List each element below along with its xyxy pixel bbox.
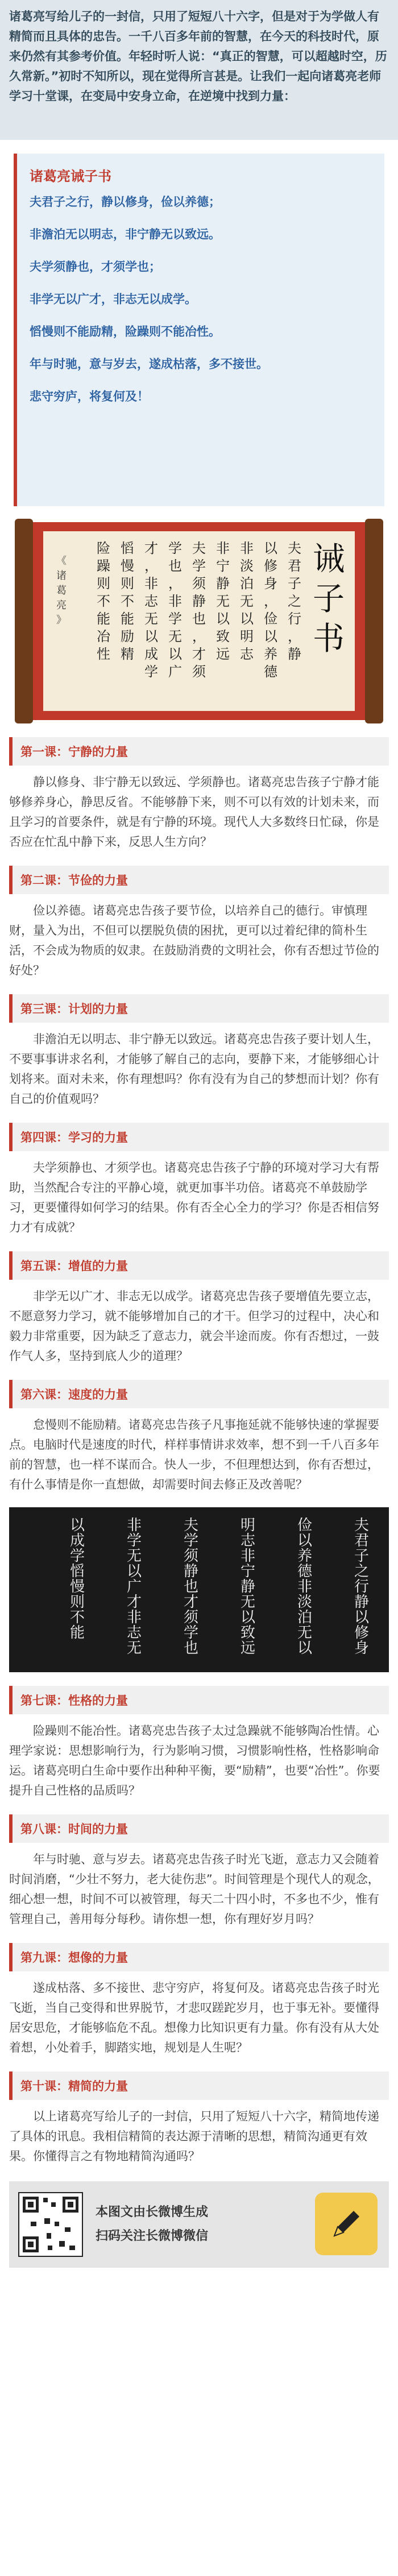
svg-text:俭: 俭 — [264, 611, 277, 627]
scroll-illustration — [10, 519, 388, 723]
calligraphy-scroll-image — [10, 519, 388, 723]
svg-text:以: 以 — [240, 611, 254, 627]
footer-line-1: 本图文由长微博生成 — [96, 2205, 209, 2219]
svg-text:《: 《 — [56, 555, 67, 567]
svg-text:励: 励 — [121, 629, 134, 644]
svg-text:非: 非 — [168, 593, 182, 609]
scroll-signature — [56, 555, 67, 626]
svg-text:子: 子 — [354, 1548, 370, 1565]
svg-text:才: 才 — [192, 646, 206, 662]
svg-text:之: 之 — [354, 1563, 370, 1580]
svg-text:慢: 慢 — [121, 558, 134, 574]
svg-text:非: 非 — [144, 576, 158, 592]
svg-text:修: 修 — [354, 1624, 370, 1641]
svg-text:，: ， — [168, 576, 182, 592]
svg-text:养: 养 — [297, 1548, 313, 1565]
scroll-title — [313, 541, 345, 658]
svg-text:慢: 慢 — [69, 1578, 85, 1595]
calligraphy-column — [297, 1517, 313, 1657]
svg-text:德: 德 — [264, 664, 277, 680]
svg-text:淡: 淡 — [297, 1594, 313, 1611]
svg-text:能: 能 — [97, 611, 110, 627]
svg-text:以: 以 — [297, 1532, 313, 1549]
svg-text:致: 致 — [240, 1624, 256, 1641]
svg-text:无: 无 — [216, 593, 230, 609]
lesson-title: 第七课：性格的力量 — [9, 1686, 389, 1714]
letter-line: 夫君子之行，静以修身，俭以养德； — [30, 195, 221, 209]
svg-text:以: 以 — [264, 629, 277, 644]
svg-text:宁: 宁 — [240, 1563, 256, 1580]
svg-text:君: 君 — [288, 558, 301, 574]
lesson-title: 第三课：计划的力量 — [9, 994, 389, 1023]
svg-text:无: 无 — [297, 1624, 313, 1641]
svg-text:学: 学 — [168, 540, 182, 556]
svg-text:慆: 慆 — [121, 540, 134, 556]
svg-text:志: 志 — [126, 1624, 142, 1641]
svg-text:慆: 慆 — [69, 1563, 85, 1580]
lesson-3 — [9, 994, 389, 1109]
lesson-8 — [9, 1814, 389, 1929]
svg-text:静: 静 — [192, 593, 206, 609]
scroll-column — [216, 540, 230, 662]
svg-text:非: 非 — [240, 1548, 256, 1565]
svg-text:以: 以 — [168, 646, 182, 662]
lesson-body: 以上诸葛亮写给儿子的一封信，只用了短短八十六字，精简地传递了具体的讯息。我相信精简的表达源于清晰的思想，精简沟通更有效果。你懂得言之有物地精简沟通吗？ — [9, 2110, 379, 2163]
footer-text — [96, 2201, 208, 2248]
svg-text:非: 非 — [126, 1517, 142, 1534]
svg-text:也: 也 — [183, 1578, 199, 1595]
svg-text:以: 以 — [297, 1640, 313, 1657]
svg-text:夫: 夫 — [192, 540, 206, 556]
svg-text:险: 险 — [97, 540, 110, 556]
svg-text:身: 身 — [264, 576, 277, 592]
svg-text:也: 也 — [183, 1640, 199, 1657]
app-logo-icon[interactable] — [315, 2193, 378, 2255]
lesson-1 — [9, 737, 389, 852]
lesson-body: 静以修身、非宁静无以致远、学须静也。诸葛亮忠告孩子宁静才能够修养身心，静思反省。不能够静下来，则不可以有效的计划未来，而且学习的首要条件，就是有宁静的环境。现代人大多数终日忙碌，你是否应在忙乱中静下来，反思人生方向？ — [9, 775, 379, 849]
svg-text:诸: 诸 — [56, 570, 67, 582]
svg-text:书: 书 — [313, 621, 345, 658]
svg-text:学: 学 — [192, 558, 206, 574]
lesson-title: 第五课：增值的力量 — [9, 1251, 389, 1280]
svg-text:亮: 亮 — [56, 599, 67, 611]
svg-text:夫: 夫 — [354, 1517, 370, 1534]
svg-text:无: 无 — [168, 629, 182, 644]
lesson-4 — [9, 1123, 389, 1238]
svg-text:学: 学 — [126, 1532, 142, 1549]
svg-text:才: 才 — [183, 1594, 199, 1611]
svg-text:行: 行 — [354, 1578, 370, 1595]
svg-text:淡: 淡 — [240, 558, 254, 574]
letter-line: 慆慢则不能励精，险躁则不能冶性。 — [30, 325, 221, 338]
lesson-6 — [9, 1380, 389, 1495]
svg-text:泊: 泊 — [240, 576, 254, 592]
lesson-2 — [9, 866, 389, 981]
svg-text:诫: 诫 — [313, 541, 345, 578]
svg-text:广: 广 — [126, 1578, 142, 1595]
scroll-column — [121, 540, 134, 662]
scroll-column — [240, 540, 254, 662]
svg-text:静: 静 — [240, 1578, 256, 1595]
svg-text:无: 无 — [240, 593, 254, 609]
svg-text:也: 也 — [168, 558, 182, 574]
svg-text:无: 无 — [126, 1548, 142, 1565]
lesson-title: 第四课：学习的力量 — [9, 1123, 389, 1151]
svg-text:以: 以 — [216, 611, 230, 627]
svg-text:不: 不 — [121, 593, 134, 609]
svg-text:君: 君 — [354, 1532, 370, 1549]
svg-text:宁: 宁 — [216, 558, 230, 574]
svg-text:，: ， — [192, 629, 206, 644]
svg-text:修: 修 — [264, 558, 277, 574]
svg-text:也: 也 — [192, 611, 206, 627]
lesson-body: 年与时驰、意与岁去。诸葛亮忠告孩子时光飞逝，意志力又会随着时间消磨，“少壮不努力，老大徒伤悲”。时间管理是个现代人的观念，细心想一想，时间不可以被管理，每天二十四小时，不多也不少，惟有管理自己，善用每分每秒。请你想一想，你有理好岁月吗？ — [9, 1853, 380, 1926]
calligraphy-column — [241, 1517, 256, 1657]
svg-text:以: 以 — [69, 1517, 85, 1534]
svg-text:非: 非 — [126, 1609, 142, 1626]
lesson-body: 俭以养德。诸葛亮忠告孩子要节俭，以培养自己的德行。审慎理财，量入为出，不但可以摆脱负债的困扰，更可以过着纪律的简朴生活，不会成为物质的奴隶。在鼓励消费的文明社会，你有否想过节俭的好处？ — [9, 904, 379, 977]
svg-text:性: 性 — [97, 646, 110, 662]
svg-text:子: 子 — [288, 576, 301, 592]
svg-text:以: 以 — [144, 629, 158, 644]
svg-text:》: 》 — [56, 614, 67, 626]
calligraphy-illustration — [9, 1507, 389, 1672]
svg-text:须: 须 — [183, 1548, 199, 1565]
footer-line-2: 扫码关注长微博微信 — [96, 2229, 209, 2243]
intro-text: 诸葛亮写给儿子的一封信，只用了短短八十六字，但是对于为学做人有精简而且具体的忠告。一千八百多年前的智慧，在今天的科技时代，原来仍然有其参考价值。年轻时听人说：“真正的智慧，可以超越时空，历久常新。”初时不知所以，现在觉得所言甚是。让我们一起向诸葛亮老师学习十堂课，在变局中安身立命，在逆境中找到力量： — [9, 10, 387, 103]
svg-text:不: 不 — [97, 593, 110, 609]
svg-text:学: 学 — [168, 611, 182, 627]
calligraphy-column — [70, 1517, 85, 1641]
lesson-7 — [9, 1686, 389, 1801]
svg-text:躁: 躁 — [97, 558, 110, 574]
svg-text:，: ， — [288, 629, 301, 644]
scroll-column — [97, 540, 111, 662]
letter-line: 非学无以广才，非志无以成学。 — [30, 292, 197, 306]
svg-text:无: 无 — [240, 1594, 256, 1611]
calligraphy-column — [354, 1517, 370, 1657]
svg-text:德: 德 — [297, 1563, 313, 1580]
svg-text:则: 则 — [121, 576, 134, 592]
svg-text:成: 成 — [69, 1532, 85, 1549]
calligraphy-column — [127, 1517, 142, 1657]
svg-text:明: 明 — [240, 1517, 256, 1534]
svg-text:静: 静 — [216, 576, 230, 592]
lesson-body: 怠慢则不能励精。诸葛亮忠告孩子凡事拖延就不能够快速的掌握要点。电脑时代是速度的时代，样样事情讲求效率，想不到一千八百多年前的智慧，也一样不谋而合。快人一步，不但理想达到，你有否想过，有什么事情是你一直想做，却需要时间去修正及改善呢？ — [9, 1418, 379, 1491]
svg-text:广: 广 — [168, 664, 182, 680]
svg-text:无: 无 — [126, 1640, 142, 1657]
intro-paragraph — [0, 0, 398, 140]
scroll-column — [288, 540, 301, 662]
lesson-5 — [9, 1251, 389, 1366]
letter-line: 夫学须静也，才须学也； — [30, 260, 161, 274]
lesson-9 — [9, 1943, 389, 2058]
svg-text:子: 子 — [313, 581, 345, 618]
svg-text:须: 须 — [192, 664, 206, 680]
calligraphy-column — [184, 1517, 199, 1657]
svg-text:才: 才 — [144, 540, 158, 556]
svg-text:非: 非 — [216, 540, 230, 556]
svg-text:以: 以 — [354, 1609, 370, 1626]
svg-text:俭: 俭 — [297, 1517, 313, 1534]
svg-text:则: 则 — [97, 576, 110, 592]
calligraphy-image — [9, 1507, 389, 1672]
lesson-10 — [9, 2071, 389, 2166]
lesson-title: 第一课：宁静的力量 — [9, 737, 389, 766]
svg-text:静: 静 — [354, 1594, 370, 1611]
letter-line: 非澹泊无以明志，非宁静无以致远。 — [30, 228, 221, 241]
letter-line: 年与时驰，意与岁去，遂成枯落，多不接世。 — [30, 357, 268, 371]
footer-banner — [9, 2181, 389, 2268]
svg-text:学: 学 — [69, 1548, 85, 1565]
svg-text:葛: 葛 — [56, 585, 67, 597]
scroll-left-rod — [15, 519, 33, 723]
svg-text:学: 学 — [183, 1624, 199, 1641]
pencil-icon — [326, 2204, 366, 2244]
lesson-body: 非学无以广才、非志无以成学。诸葛亮忠告孩子要增值先要立志，不愿意努力学习，就不能够增加自己的才干。但学习的过程中，决心和毅力非常重要，因为缺乏了意志力，就会半途而废。你有否想过，一鼓作气人多，坚持到底人少的道理？ — [9, 1289, 379, 1363]
svg-text:无: 无 — [144, 611, 158, 627]
svg-text:能: 能 — [121, 611, 134, 627]
qr-pattern — [19, 2193, 82, 2256]
letter-title: 诸葛亮诫子书 — [30, 168, 111, 184]
svg-text:，: ， — [144, 558, 158, 574]
svg-text:静: 静 — [288, 646, 301, 662]
lesson-title: 第六课：速度的力量 — [9, 1380, 389, 1408]
lesson-body: 非澹泊无以明志、非宁静无以致远。诸葛亮忠告孩子要计划人生，不要事事讲求名利，才能够了解自己的志向，要静下来，才能够细心计划将来。面对未来，你有理想吗？你有没有为自己的梦想而计划？你有自己的价值观吗？ — [9, 1032, 379, 1106]
lesson-body: 险躁则不能冶性。诸葛亮忠告孩子太过急躁就不能够陶冶性情。心理学家说：思想影响行为，行为影响习惯，习惯影响性格，性格影响命运。诸葛亮明白生命中要作出种种平衡，要“励精”，也要“冶性”。你要提升自己性格的品质吗？ — [9, 1724, 380, 1797]
svg-text:远: 远 — [216, 646, 230, 662]
svg-text:非: 非 — [297, 1578, 313, 1595]
svg-text:学: 学 — [144, 664, 158, 680]
svg-text:志: 志 — [240, 646, 254, 662]
lesson-body: 夫学须静也、才须学也。诸葛亮忠告孩子宁静的环境对学习大有帮助，当然配合专注的平静心境，就更加事半功倍。诸葛亮不单鼓励学习，更要懂得如何学习的结果。你有否全心全力的学习？你是否相信努力才有成就？ — [9, 1161, 379, 1234]
svg-text:志: 志 — [144, 593, 158, 609]
svg-text:泊: 泊 — [297, 1609, 313, 1626]
svg-text:静: 静 — [183, 1563, 199, 1580]
svg-text:学: 学 — [183, 1532, 199, 1549]
letter-line: 悲守穷庐，将复何及！ — [30, 390, 149, 403]
svg-text:能: 能 — [69, 1624, 85, 1641]
lesson-body: 遂成枯落、多不接世、悲守穷庐，将复何及。诸葛亮忠告孩子时光飞逝，当自己变得和世界脱节，才悲叹蹉跎岁月，也于事无补。要懂得居安思危，才能够临危不乱。想像力比知识更有力量。你有没有从大处着想，小处着手，脚踏实地，规划是人生呢？ — [9, 1981, 379, 2054]
svg-text:才: 才 — [126, 1594, 142, 1611]
svg-text:致: 致 — [216, 629, 230, 644]
svg-text:以: 以 — [240, 1609, 256, 1626]
svg-text:不: 不 — [69, 1609, 85, 1626]
svg-text:志: 志 — [240, 1532, 256, 1549]
svg-text:须: 须 — [183, 1609, 199, 1626]
qr-code-icon[interactable] — [18, 2192, 83, 2257]
svg-text:行: 行 — [288, 611, 301, 627]
svg-text:以: 以 — [126, 1563, 142, 1580]
svg-text:之: 之 — [288, 593, 301, 609]
svg-text:明: 明 — [240, 629, 254, 644]
svg-text:精: 精 — [121, 646, 134, 662]
svg-text:则: 则 — [69, 1594, 85, 1611]
lesson-title: 第十课：精简的力量 — [9, 2071, 389, 2100]
svg-text:夫: 夫 — [288, 540, 301, 556]
svg-text:远: 远 — [240, 1640, 256, 1657]
svg-text:成: 成 — [144, 646, 158, 662]
svg-text:，: ， — [264, 593, 277, 609]
svg-text:冶: 冶 — [97, 629, 110, 644]
svg-text:夫: 夫 — [183, 1517, 199, 1534]
lesson-title: 第八课：时间的力量 — [9, 1814, 389, 1843]
letter-box — [14, 154, 384, 506]
lesson-title: 第九课：想像的力量 — [9, 1943, 389, 1971]
lesson-title: 第二课：节俭的力量 — [9, 866, 389, 894]
svg-text:以: 以 — [264, 540, 277, 556]
svg-text:身: 身 — [354, 1640, 370, 1657]
svg-text:非: 非 — [240, 540, 254, 556]
scroll-right-rod — [365, 519, 383, 723]
svg-text:养: 养 — [264, 646, 277, 662]
svg-text:须: 须 — [192, 576, 206, 592]
